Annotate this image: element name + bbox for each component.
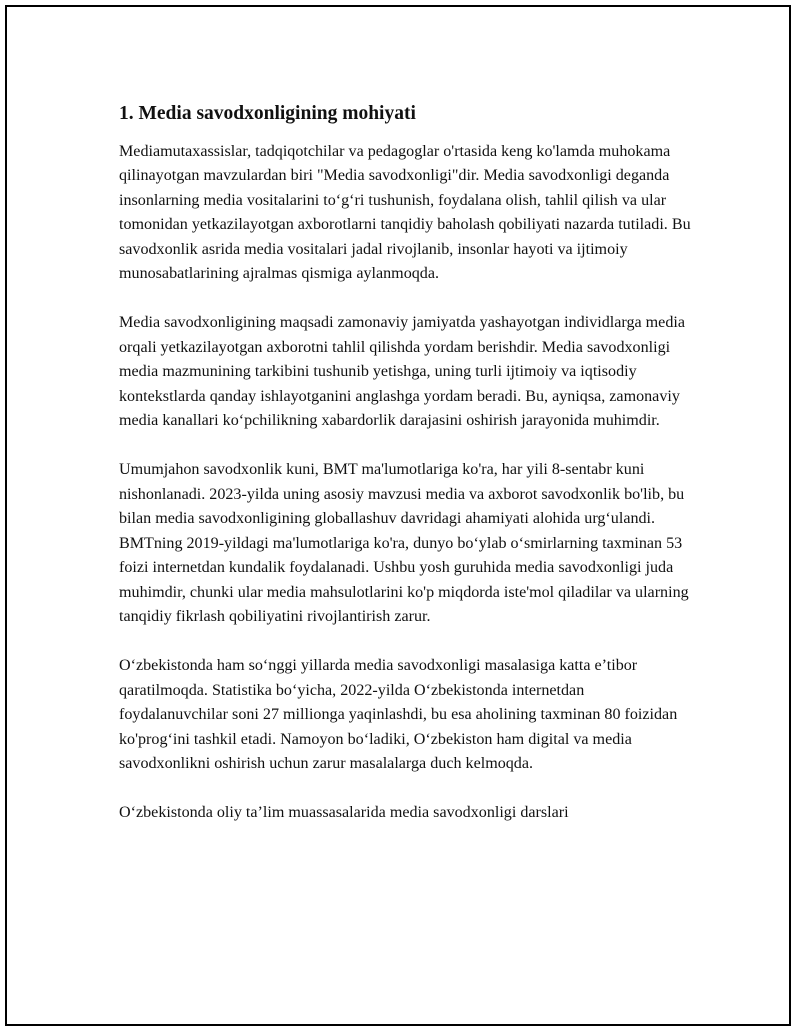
section-heading: 1. Media savodxonligining mohiyati bbox=[119, 103, 416, 124]
document-page bbox=[5, 5, 791, 1026]
paragraph-3: Umumjahon savodxonlik kuni, BMT ma'lumotlariga ko'ra, har yili 8-sentabr kuni nishonlanadi. 2023-yilda uning asosiy mavzusi media va axborot savodxonlik bo'lib, bu bilan media savodxonligining globallashuv davridagi ahamiyati alohida urg‘ulandi. BMTning 2019-yildagi ma'lumotlariga ko'ra, dunyo bo‘ylab o‘smirlarning taxminan 53 foizi internetdan kundalik foydalanadi. Ushbu yosh guruhida media savodxonligi juda muhimdir, chunki ular media mahsulotlarini ko'p miqdorda iste'mol qiladilar va ularning tanqidiy fikrlash qobiliyatini rivojlantirish zarur. bbox=[119, 461, 689, 625]
paragraph-1: Mediamutaxassislar, tadqiqotchilar va pedagoglar o'rtasida keng ko'lamda muhokama qilinayotgan mavzulardan biri "Media savodxonligi"dir. Media savodxonligi deganda insonlarning media vositalarini to‘g‘ri tushunish, foydalana olish, tahlil qilish va ular tomonidan yetkazilayotgan axborotlarni tanqidiy baholash qobiliyati nazarda tutiladi. Bu savodxonlik asrida media vositalari jadal rivojlanib, insonlar hayoti va ijtimoiy munosabatlarining ajralmas qismiga aylanmoqda. bbox=[119, 143, 691, 283]
paragraph-5: O‘zbekistonda oliy ta’lim muassasalarida media savodxonligi darslari bbox=[119, 804, 569, 822]
paragraph-2: Media savodxonligining maqsadi zamonaviy jamiyatda yashayotgan individlarga media orqali yetkazilayotgan axborotni tahlil qilishda yordam berishdir. Media savodxonligi media mazmunining tarkibini tushunib yetishga, uning turli ijtimoiy va iqtisodiy kontekstlarda qanday ishlayotganini anglashga yordam beradi. Bu, ayniqsa, zamonaviy media kanallari ko‘pchilikning xabardorlik darajasini oshirish jarayonida muhimdir. bbox=[119, 314, 685, 430]
document-content bbox=[119, 102, 691, 851]
paragraph-4: O‘zbekistonda ham so‘nggi yillarda media savodxonligi masalasiga katta e’tibor qaratilmoqda. Statistika bo‘yicha, 2022-yilda O‘zbekistonda internetdan foydalanuvchilar soni 27 millionga yaqinlashdi, bu esa aholining taxminan 80 foizidan ko'prog‘ini tashkil etadi. Namoyon bo‘ladiki, O‘zbekiston ham digital va media savodxonlikni oshirish uchun zarur masalalarga duch kelmoqda. bbox=[119, 657, 678, 772]
